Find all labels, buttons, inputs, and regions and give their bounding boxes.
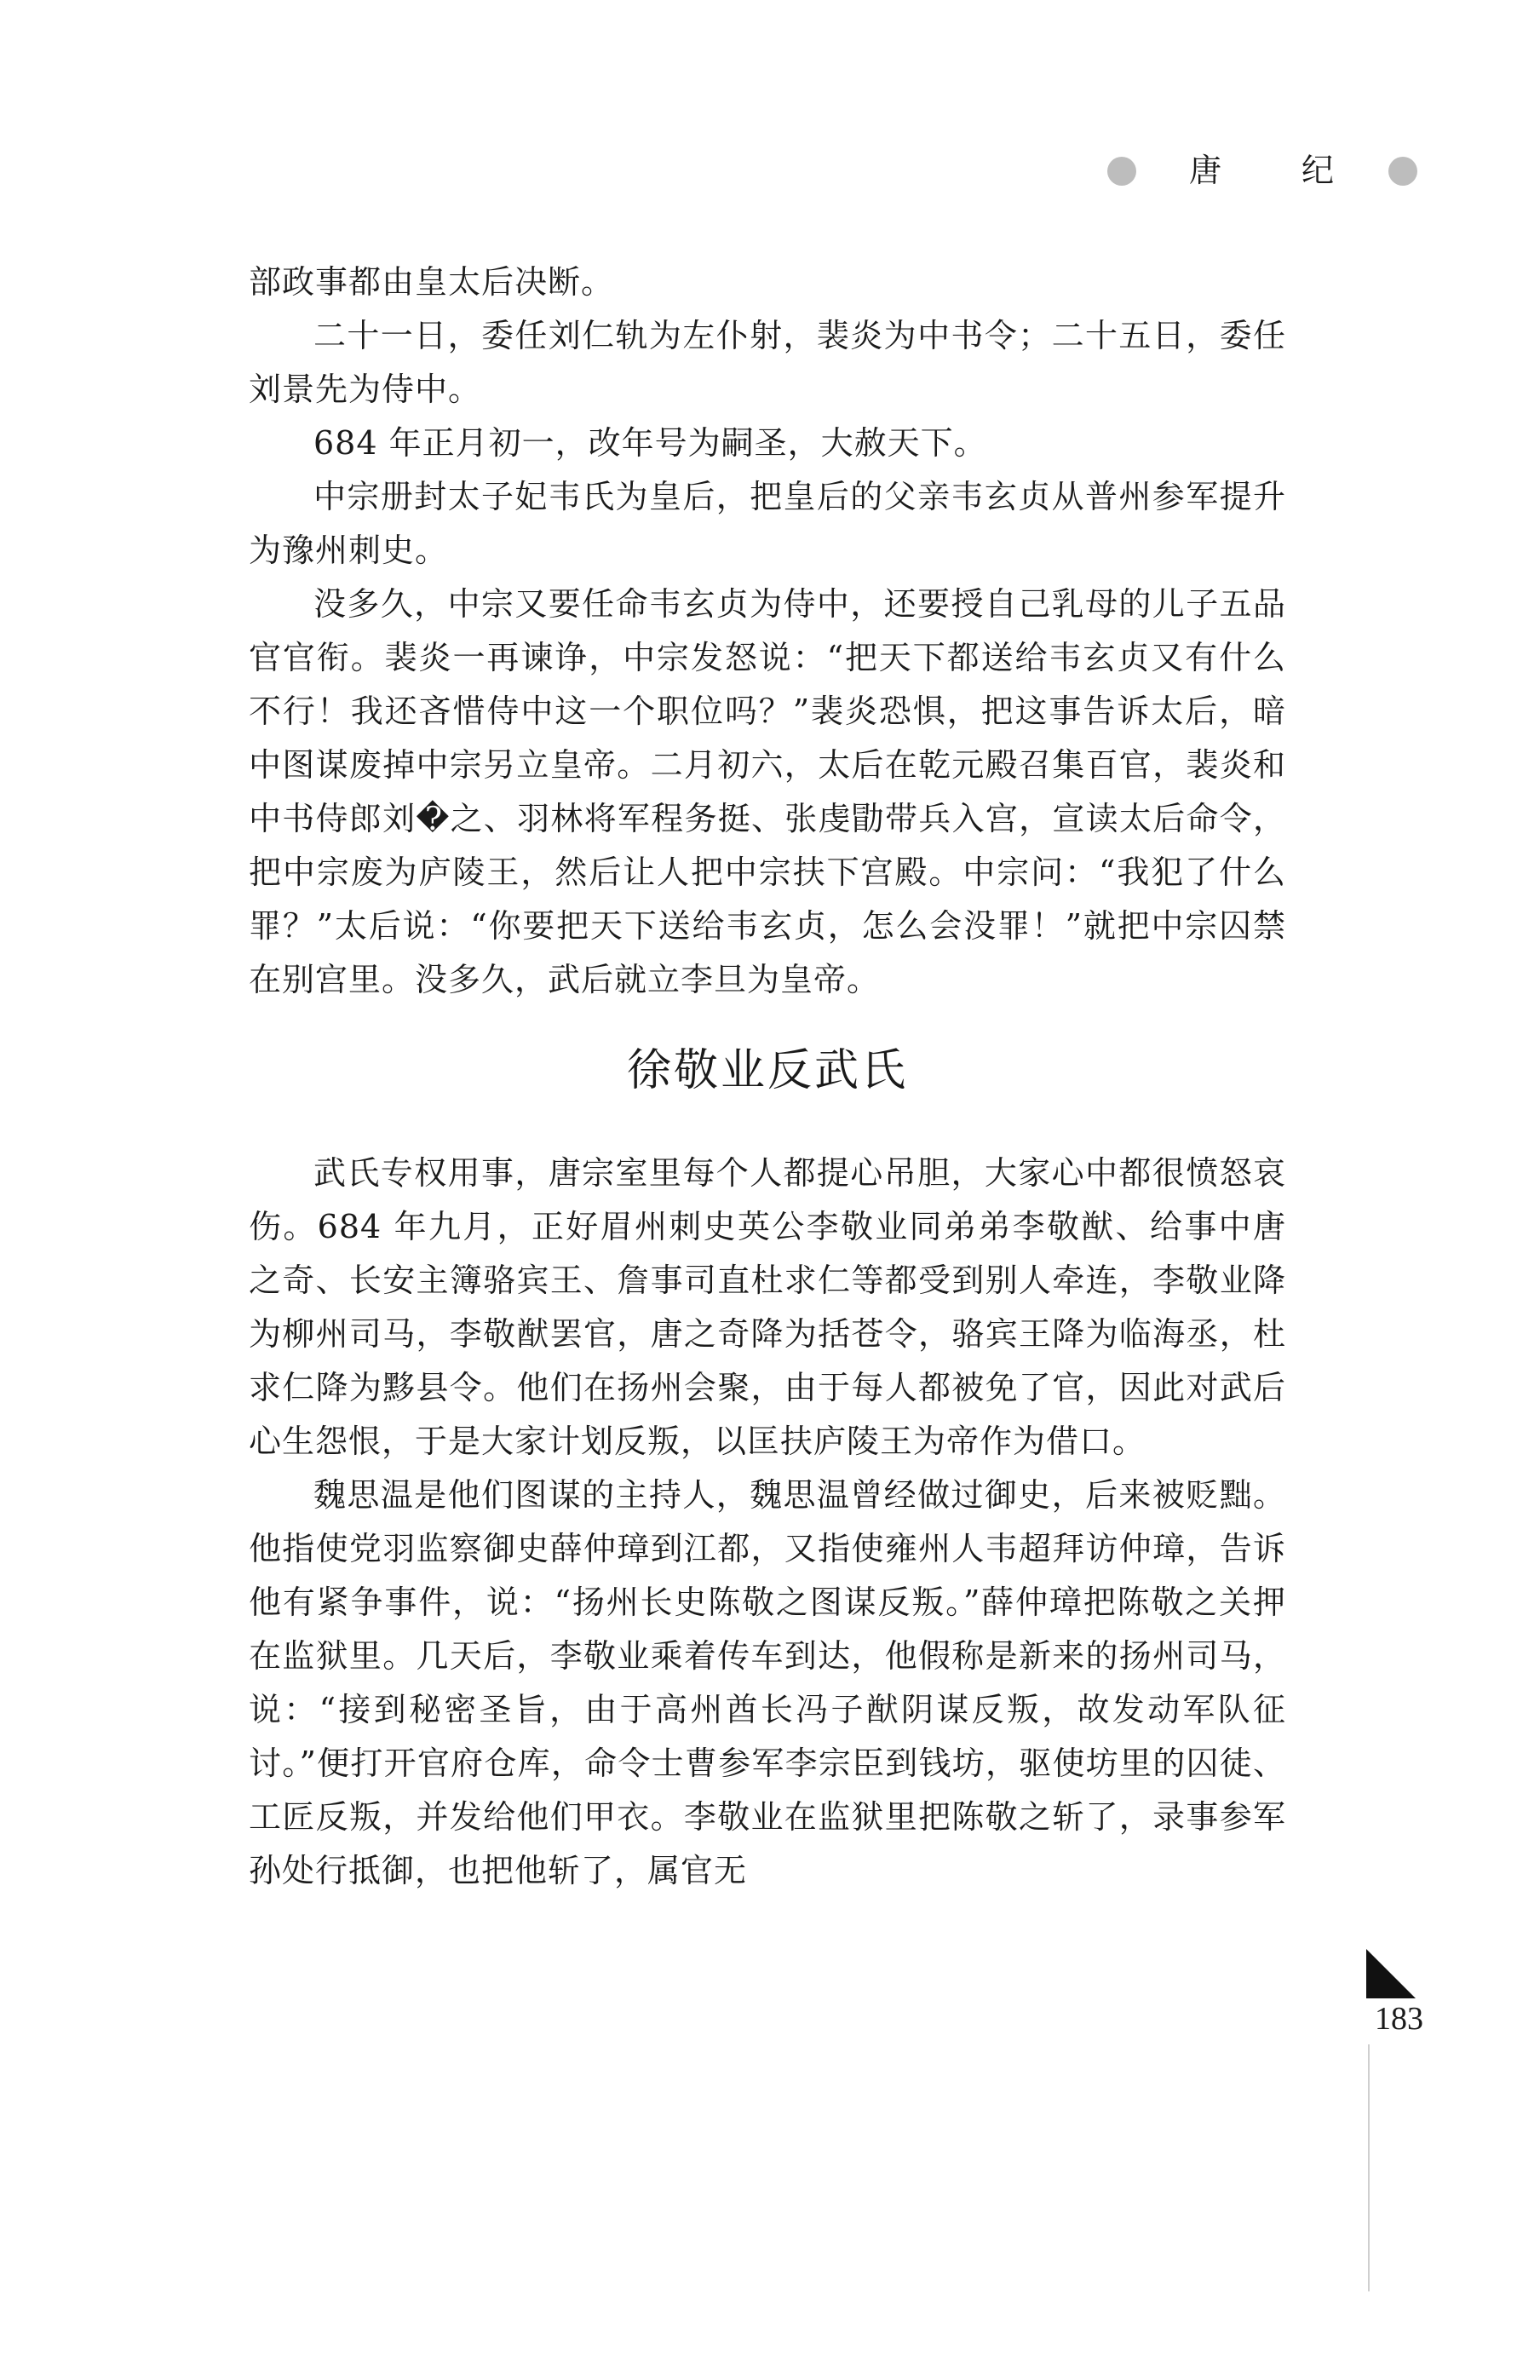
paragraph: 中宗册封太子妃韦氏为皇后，把皇后的父亲韦玄贞从普州参军提升为豫州刺史。 xyxy=(249,478,1286,569)
paragraph: 684 年正月初一，改年号为嗣圣，大赦天下。 xyxy=(313,424,987,462)
page-body xyxy=(249,256,1286,1898)
header-dot-right-icon xyxy=(1388,157,1417,186)
paragraph: 部政事都由皇太后决断。 xyxy=(249,263,615,301)
section-title: 徐敬业反武氏 xyxy=(626,1045,908,1096)
page-number: 183 xyxy=(1375,2001,1423,2037)
paragraph: 魏思温是他们图谋的主持人，魏思温曾经做过御史，后来被贬黜。他指使党羽监察御史薛仲璋到江都，又指使雍州人韦超拜访仲璋，告诉他有紧争事件，说：“扬州长史陈敬之图谋反叛。”薛仲璋把陈敬之关押在监狱里。几天后，李敬业乘着传车到达，他假称是新来的扬州司马，说：“接到秘密圣旨，由于高州酋长冯子猷阴谋反叛，故发动军队征讨。”便打开官府仓库，命令士曹参军李宗臣到钱坊，驱使坊里的囚徒、工匠反叛，并发给他们甲衣。李敬业在监狱里把陈敬之斩了，录事参军孙处行抵御，也把他斩了，属官无 xyxy=(249,1476,1286,1889)
paragraph: 二十一日，委任刘仁轨为左仆射，裴炎为中书令；二十五日，委任刘景先为侍中。 xyxy=(249,317,1286,408)
margin-divider xyxy=(1368,2044,1370,2291)
running-header xyxy=(1107,150,1431,198)
paragraph: 武氏专权用事，唐宗室里每个人都提心吊胆，大家心中都很愤怒哀伤。684 年九月，正好眉州刺史英公李敬业同弟弟李敬猷、给事中唐之奇、长安主簿骆宾王、詹事司直杜求仁等都受到别人牵连，李敬业降为柳州司马，李敬猷罢官，唐之奇降为括苍令，骆宾王降为临海丞，杜求仁降为黟县令。他们在扬州会聚，由于每人都被免了官，因此对武后心生怨恨，于是大家计划反叛，以匡扶庐陵王为帝作为借口。 xyxy=(249,1154,1286,1460)
header-title-char-1: 唐 xyxy=(1189,152,1222,189)
header-title-char-2: 纪 xyxy=(1302,152,1335,189)
page-corner-triangle-icon xyxy=(1366,1949,1416,1998)
paragraph: 没多久，中宗又要任命韦玄贞为侍中，还要授自己乳母的儿子五品官官衔。裴炎一再谏诤，中宗发怒说：“把天下都送给韦玄贞又有什么不行！我还吝惜侍中这一个职位吗？”裴炎恐惧，把这事告诉太后，暗中图谋废掉中宗另立皇帝。二月初六，太后在乾元殿召集百官，裴炎和中书侍郎刘�之、羽林将军程务挺、张虔勖带兵入宫，宣读太后命令，把中宗废为庐陵王，然后让人把中宗扶下宫殿。中宗问：“我犯了什么罪？”太后说：“你要把天下送给韦玄贞，怎么会没罪！”就把中宗囚禁在别宫里。没多久，武后就立李旦为皇帝。 xyxy=(249,585,1286,998)
header-dot-left-icon xyxy=(1107,157,1136,186)
